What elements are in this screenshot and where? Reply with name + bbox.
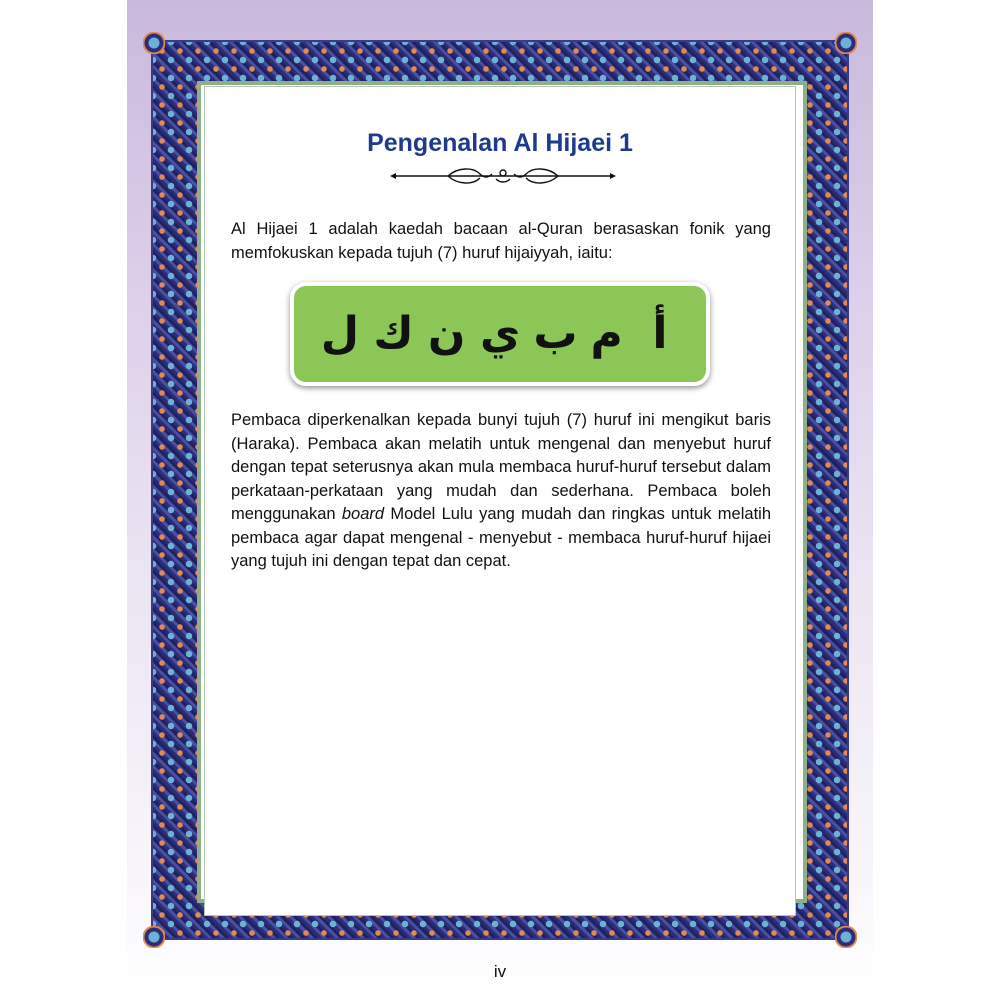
letter-ya: ي (479, 308, 521, 359)
content-panel (204, 86, 796, 916)
body-text-italic: board (341, 505, 385, 523)
letter-mim: م (590, 308, 623, 359)
title-divider-ornament-icon (388, 165, 618, 187)
corner-ornament-top-right (835, 32, 857, 54)
intro-paragraph: Al Hijaei 1 adalah kaedah bacaan al-Quran berasaskan fonik yang memfokuskan kepada tujuh (7) huruf hijaiyyah, iaitu: (231, 220, 771, 262)
book-page (127, 0, 873, 1000)
corner-ornament-bottom-right (835, 926, 857, 948)
body-paragraph (231, 409, 771, 574)
letter-lam: ل (320, 308, 360, 359)
page-title: Pengenalan Al Hijaei 1 (367, 129, 633, 157)
corner-ornament-bottom-left (143, 926, 165, 948)
hijaiyyah-letters-box (290, 282, 710, 386)
corner-ornament-top-left (143, 32, 165, 54)
letter-alif-hamza: أ (652, 308, 668, 359)
letter-ba: ب (533, 308, 578, 359)
page-number: iv (493, 962, 507, 981)
letter-nun: ن (427, 308, 466, 359)
body-text-before: Pembaca diperkenalkan kepada bunyi tujuh (7) huruf ini mengikut baris (Haraka). Pembaca akan melatih untuk mengenal dan menyebut huruf dengan tepat seterusnya akan mula membaca huruf-huruf tersebut dalam perkataan-perkataan yang mudah dan sederhana. Pembaca boleh menggunakan (231, 411, 771, 523)
letter-kaf: ك (373, 308, 414, 359)
body-text-after: Model Lulu yang mudah dan ringkas untuk melatih pembaca agar dapat mengenal - menyebut - membaca huruf-huruf hijaei yang tujuh ini dengan tepat dan cepat. (231, 505, 772, 570)
